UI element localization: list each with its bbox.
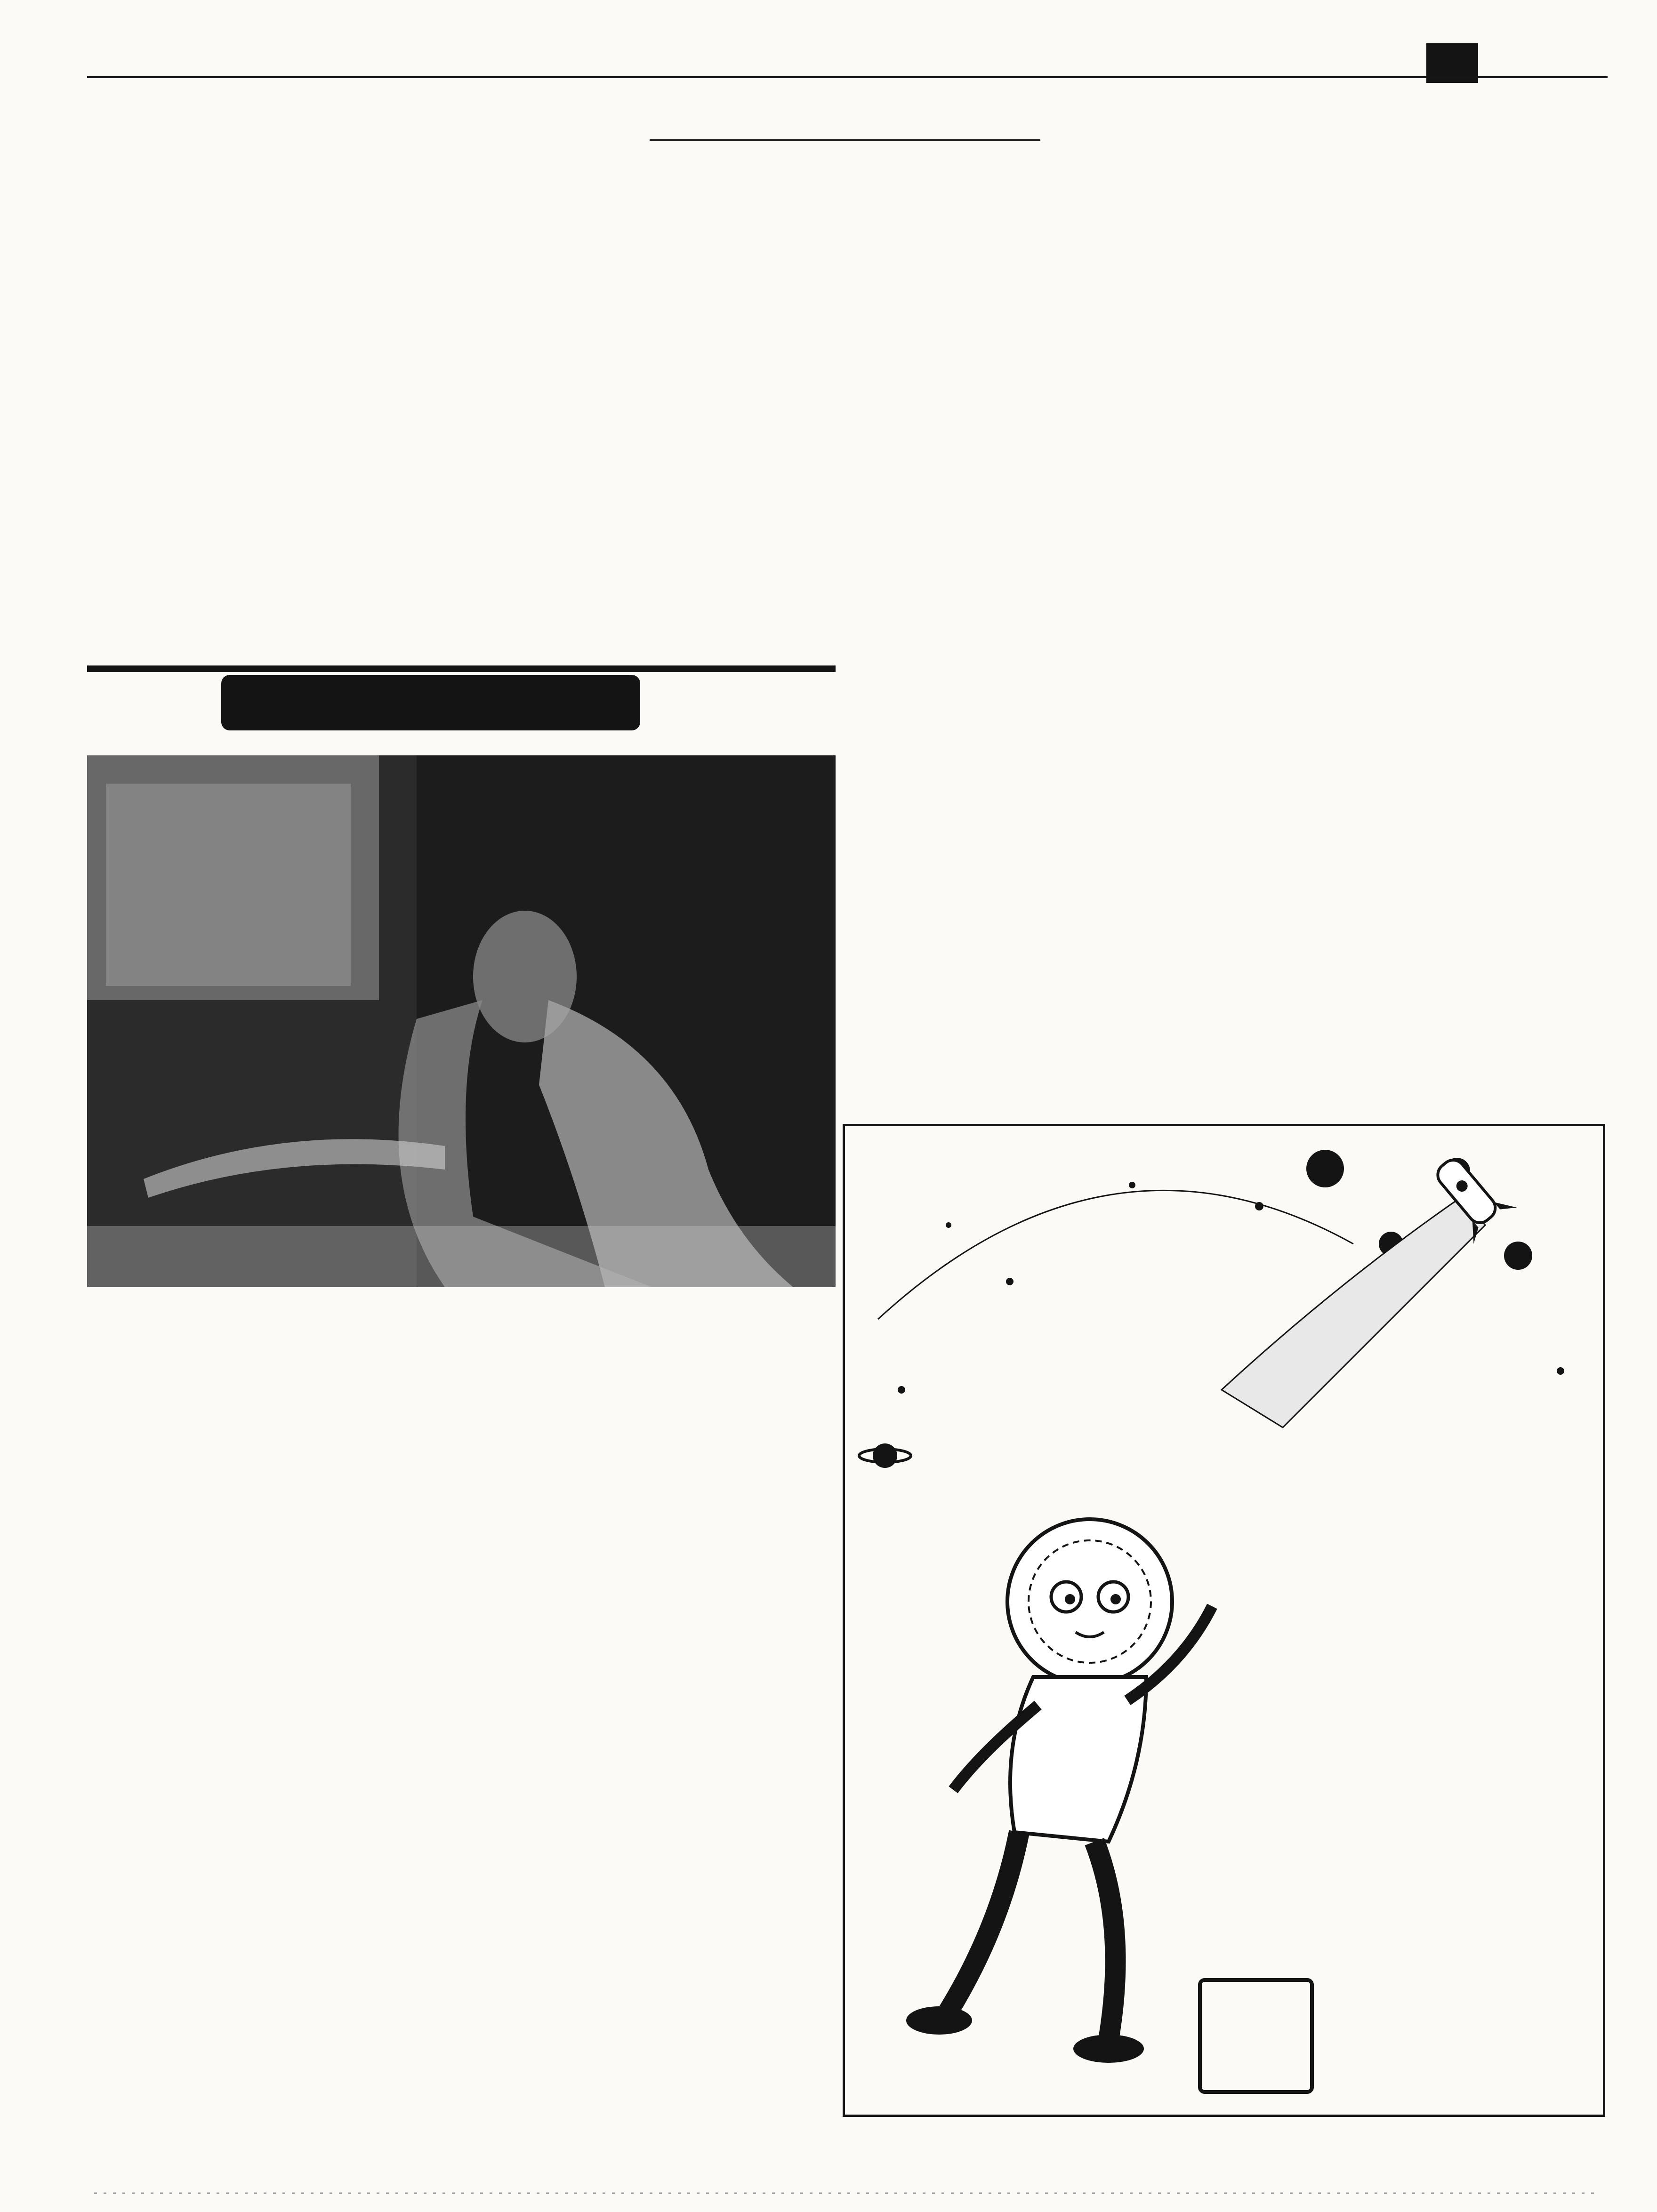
store-logo	[1198, 1978, 1314, 2094]
critica-section-title	[221, 675, 640, 730]
scan-noise	[94, 2188, 1601, 2198]
rocket-trail-icon	[1222, 1197, 1485, 1427]
kicker-rule	[650, 139, 1040, 141]
critica-bar	[87, 665, 836, 672]
planet-icon	[1306, 1150, 1344, 1187]
advertisement	[843, 1124, 1605, 2117]
film-still-photo	[87, 755, 836, 1287]
byline	[1384, 621, 1395, 637]
ad-space-illustration	[845, 1126, 1603, 2115]
film-still-illustration	[87, 755, 836, 1287]
astronaut-icon	[906, 1519, 1212, 2063]
article3-column-2	[1116, 845, 1346, 861]
review-column-3	[607, 1459, 838, 1473]
header-rule	[87, 76, 1608, 78]
planet-icon	[1504, 1242, 1532, 1270]
saturn-icon	[873, 1443, 897, 1468]
